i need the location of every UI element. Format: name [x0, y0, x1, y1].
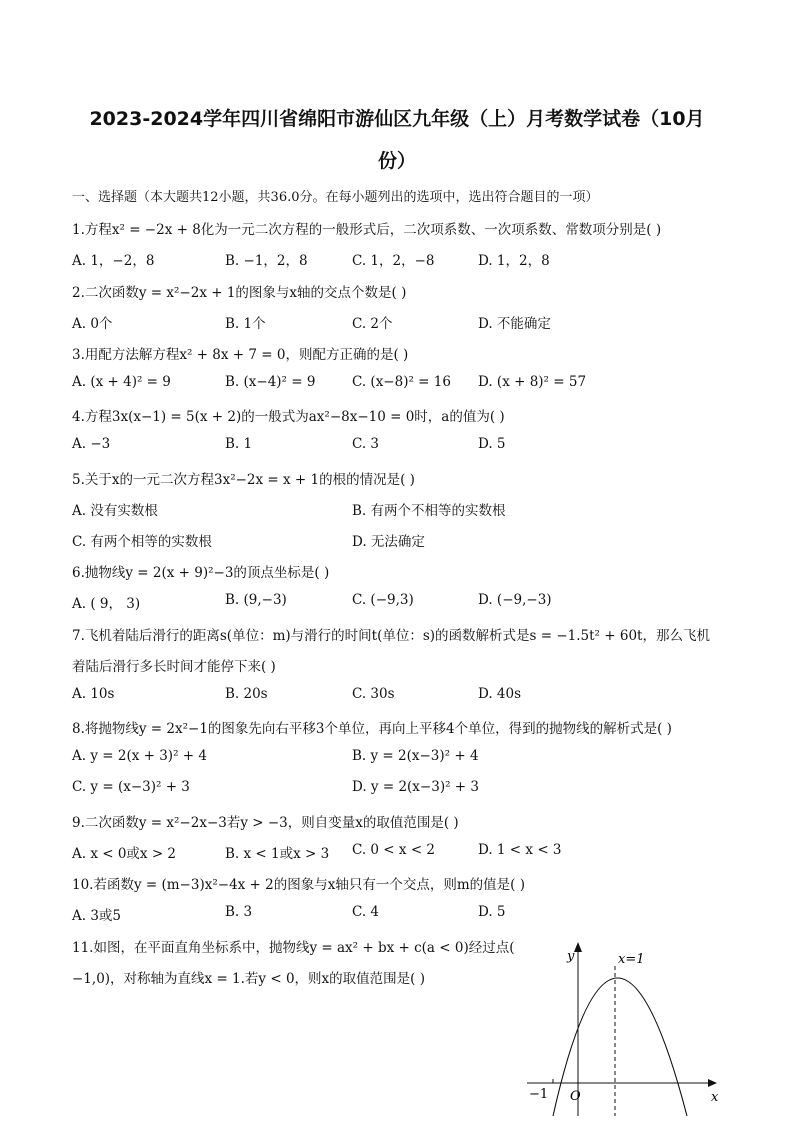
question-8-option: B. y = 2(x−3)² + 4 — [352, 748, 479, 764]
neg-one-label: −1 — [529, 1087, 549, 1102]
question-10-option: B. 3 — [225, 904, 253, 920]
question-4-stem: 4.方程3x(x−1) = 5(x + 2)的一般式为ax²−8x−10 = 0时，a的值为( ) — [72, 409, 505, 425]
exam-title-line1: 2023-2024学年四川省绵阳市游仙区九年级（上）月考数学试卷（10月 — [89, 108, 705, 130]
question-7-stem: 着陆后滑行多长时间才能停下来( ) — [72, 659, 276, 675]
exam-title-line2: 份） — [377, 150, 416, 172]
question-5-option: C. 有两个相等的实数根 — [72, 534, 212, 550]
question-2-option: B. 1个 — [225, 316, 266, 332]
question-9-option: D. 1 < x < 3 — [478, 842, 562, 858]
question-4-option: C. 3 — [352, 436, 380, 452]
question-6-stem: 6.抛物线y = 2(x + 9)²−3的顶点坐标是( ) — [72, 565, 330, 581]
question-4-option: B. 1 — [225, 436, 253, 452]
question-6-option: D. (−9,−3) — [478, 592, 552, 608]
question-7-stem: 7.飞机着陆后滑行的距离s(单位：m)与滑行的时间t(单位：s)的函数解析式是s = −1.5t² + 60t，那么飞机 — [72, 628, 710, 644]
question-8-option: A. y = 2(x + 3)² + 4 — [72, 748, 207, 764]
question-10-option: D. 5 — [478, 904, 506, 920]
x-axis-label: x — [711, 1090, 719, 1105]
question-1-option: A. 1，−2，8 — [72, 253, 155, 269]
question-7-option: A. 10s — [72, 686, 115, 702]
question-7-option: C. 30s — [352, 686, 395, 702]
question-2-option: D. 不能确定 — [478, 316, 551, 332]
y-axis-label: y — [567, 949, 575, 964]
question-1-stem: 1.方程x² = −2x + 8化为一元二次方程的一般形式后，二次项系数、一次项系数、常数项分别是( ) — [72, 222, 662, 238]
question-3-option: B. (x−4)² = 9 — [225, 374, 316, 390]
question-1-option: D. 1，2，8 — [478, 253, 550, 269]
question-2-option: A. 0个 — [72, 316, 113, 332]
x-axis-arrow — [708, 1079, 717, 1087]
question-8-stem: 8.将抛物线y = 2x²−1的图象先向右平移3个单位，再向上平移4个单位，得到的抛物线的解析式是( ) — [72, 721, 672, 737]
y-axis-arrow — [574, 942, 582, 952]
question-6-option: A. ( 9， 3) — [72, 596, 141, 612]
origin-label: O — [570, 1089, 581, 1104]
question-9-option: C. 0 < x < 2 — [352, 842, 436, 858]
question-8-option: D. y = 2(x−3)² + 3 — [352, 779, 479, 795]
question-5-stem: 5.关于x的一元二次方程3x²−2x = x + 1的根的情况是( ) — [72, 472, 415, 488]
question-1-option: C. 1，2，−8 — [352, 253, 435, 269]
question-9-stem: 9.二次函数y = x²−2x−3若y > −3，则自变量x的取值范围是( ) — [72, 815, 459, 831]
section-heading: 一、选择题（本大题共12小题，共36.0分。在每小题列出的选项中，选出符合题目的一项） — [72, 190, 599, 205]
question-1-option: B. −1，2，8 — [225, 253, 308, 269]
question-2-stem: 2.二次函数y = x²−2x + 1的图象与x轴的交点个数是( ) — [72, 285, 407, 301]
question-10-stem: 10.若函数y = (m−3)x²−4x + 2的图象与x轴只有一个交点，则m的值是( ) — [72, 877, 525, 893]
question-5-option: A. 没有实数根 — [72, 503, 158, 519]
question-6-option: C. (−9,3) — [352, 592, 414, 608]
question-6-option: B. (9,−3) — [225, 592, 287, 608]
question-9-option: A. x < 0或x > 2 — [72, 846, 177, 862]
symmetry-axis-label: x=1 — [618, 952, 645, 967]
question-3-option: A. (x + 4)² = 9 — [72, 374, 171, 390]
question-4-option: A. −3 — [72, 436, 111, 452]
question-7-option: D. 40s — [478, 686, 522, 702]
question-10-option: C. 4 — [352, 904, 380, 920]
question-3-option: C. (x−8)² = 16 — [352, 374, 451, 390]
question-3-option: D. (x + 8)² = 57 — [478, 374, 587, 390]
question-8-option: C. y = (x−3)² + 3 — [72, 779, 190, 795]
question-4-option: D. 5 — [478, 436, 506, 452]
question-9-option: B. x < 1或x > 3 — [225, 846, 330, 862]
question-5-option: D. 无法确定 — [352, 534, 425, 550]
question-11-stem: 11.如图，在平面直角坐标系中，抛物线y = ax² + bx + c(a < 0)经过点( — [72, 940, 515, 956]
question-7-option: B. 20s — [225, 686, 268, 702]
parabola-figure — [525, 938, 725, 1118]
question-11-stem: −1,0)，对称轴为直线x = 1.若y < 0，则x的取值范围是( ) — [72, 971, 425, 987]
question-5-option: B. 有两个不相等的实数根 — [352, 503, 506, 519]
question-2-option: C. 2个 — [352, 316, 393, 332]
question-3-stem: 3.用配方法解方程x² + 8x + 7 = 0，则配方正确的是( ) — [72, 347, 409, 363]
question-10-option: A. 3或5 — [72, 908, 122, 924]
